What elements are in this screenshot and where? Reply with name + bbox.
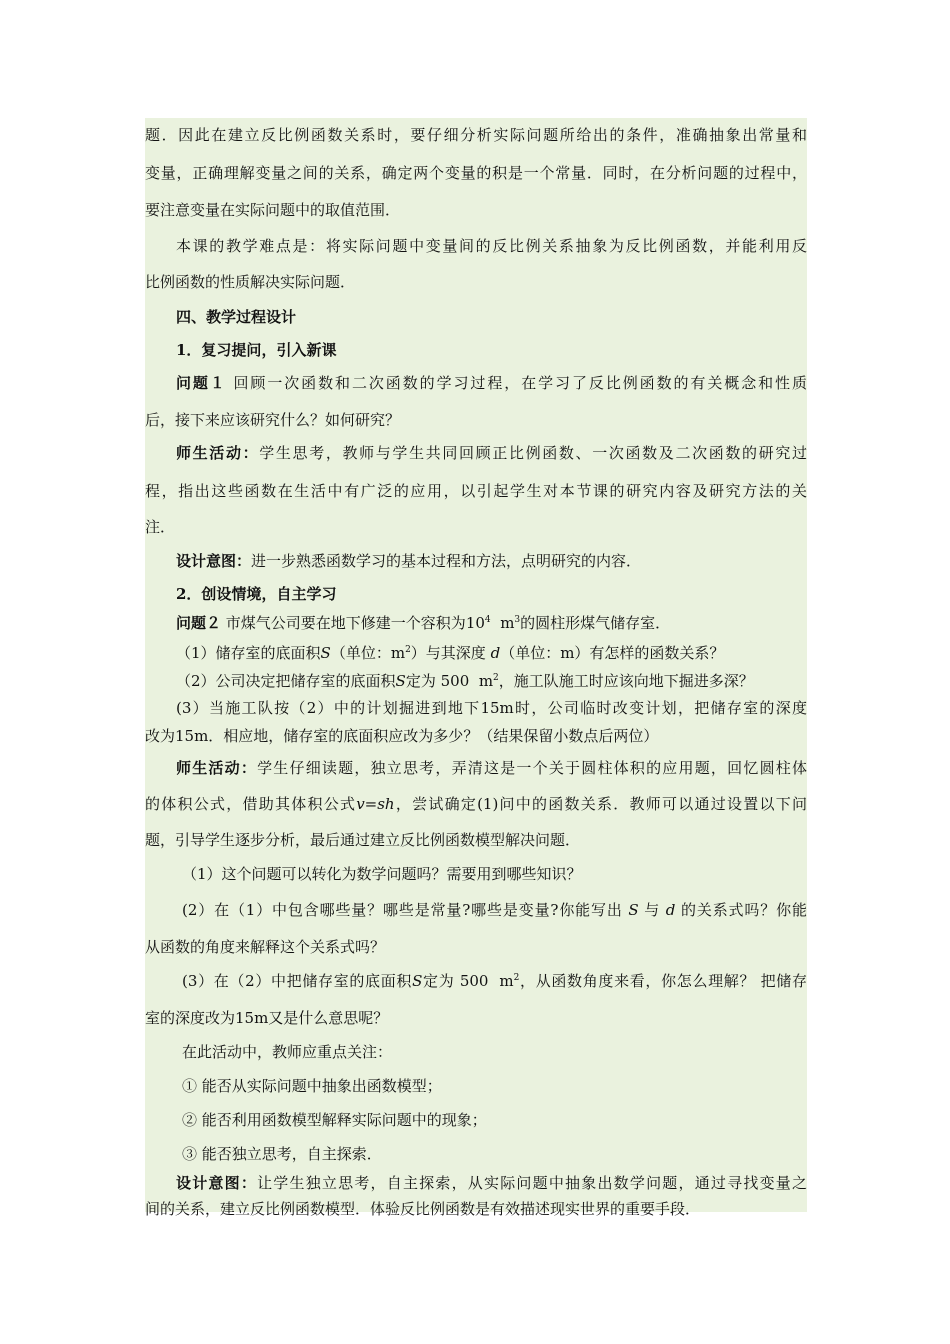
focus-item-1: ① 能否从实际问题中抽象出函数模型； [182, 1077, 442, 1095]
guide-question-1: （1）这个问题可以转化为数学问题吗？需要用到哪些知识？ [182, 865, 582, 883]
paragraph-line: 题，引导学生逐步分析，最后通过建立反比例函数模型解决问题． [145, 831, 581, 849]
sub-question-2: （2）公司决定把储存室的底面积S定为 500 $m^2$，施工队施工时应该向地下掘进多深？ [176, 672, 754, 690]
sub-question-1: （1）储存室的底面积S（单位：$m^2$）与其深度 d（单位：m）有怎样的函数关系？ [176, 644, 725, 662]
paragraph-line: 的体积公式，借助其体积公式v=sh，尝试确定(1)问中的函数关系．教师可以通过设置以下问 [145, 795, 807, 813]
activity-1: 师生活动：学生思考，教师与学生共同回顾正比例函数、一次函数及二次函数的研究过 [176, 444, 807, 462]
guide-question-3: (3）在（2）中把储存室的底面积S定为 500 $m^2$，从函数角度来看，你怎么理解？ 把储存 [182, 972, 807, 990]
paragraph-line: 改为15m．相应地，储存室的底面积应改为多少？（结果保留小数点后两位） [145, 727, 659, 745]
design-intent-1: 设计意图：进一步熟悉函数学习的基本过程和方法，点明研究的内容． [176, 552, 642, 570]
paragraph-line: 从函数的角度来解释这个关系式吗？ [145, 938, 386, 956]
paragraph-line: 比例函数的性质解决实际问题． [145, 273, 356, 291]
subsection-heading: 1．复习提问，引入新课 [176, 341, 337, 359]
section-heading: 四、教学过程设计 [176, 308, 297, 326]
paragraph-line: 本课的教学难点是：将实际问题中变量间的反比例关系抽象为反比例函数，并能利用反 [176, 237, 807, 255]
paragraph-line: 室的深度改为15m又是什么意思呢？ [145, 1009, 389, 1027]
subsection-heading: 2．创设情境，自主学习 [176, 585, 337, 603]
focus-item-3: ③ 能否独立思考，自主探索． [182, 1145, 382, 1163]
paragraph-line: 注． [145, 518, 176, 536]
paragraph-line: 间的关系，建立反比例函数模型．体验反比例函数是有效描述现实世界的重要手段． [145, 1200, 701, 1218]
guide-question-2: (2）在（1）中包含哪些量？哪些是常量?哪些是变量?你能写出 S 与 d 的关系式吗？你能 [182, 901, 807, 919]
question-2: 问题２ 市煤气公司要在地下修建一个容积为$10^4$ $m^3$的圆柱形煤气储存室． [176, 614, 671, 632]
paragraph-line: 要注意变量在实际问题中的取值范围． [145, 201, 401, 219]
design-intent-2: 设计意图：让学生独立思考，自主探索，从实际问题中抽象出数学问题，通过寻找变量之 [176, 1174, 807, 1192]
activity-2: 师生活动：学生仔细读题，独立思考，弄清这是一个关于圆柱体积的应用题，回忆圆柱体 [176, 759, 807, 777]
question-1: 问题１ 回顾一次函数和二次函数的学习过程，在学习了反比例函数的有关概念和性质 [176, 374, 807, 392]
sub-question-3: (3）当施工队按（2）中的计划掘进到地下15m时，公司临时改变计划，把储存室的深度 [176, 699, 807, 717]
paragraph-line: 后，接下来应该研究什么？如何研究？ [145, 411, 401, 429]
paragraph-line: 变量，正确理解变量之间的关系，确定两个变量的积是一个常量．同时，在分析问题的过程中， [145, 164, 807, 182]
focus-intro: 在此活动中，教师应重点关注： [182, 1043, 393, 1061]
paragraph-line: 程，指出这些函数在生活中有广泛的应用，以引起学生对本节课的研究内容及研究方法的关 [145, 482, 807, 500]
paragraph-line: 题．因此在建立反比例函数关系时，要仔细分析实际问题所给出的条件，准确抽象出常量和 [145, 126, 807, 144]
focus-item-2: ② 能否利用函数模型解释实际问题中的现象； [182, 1111, 487, 1129]
